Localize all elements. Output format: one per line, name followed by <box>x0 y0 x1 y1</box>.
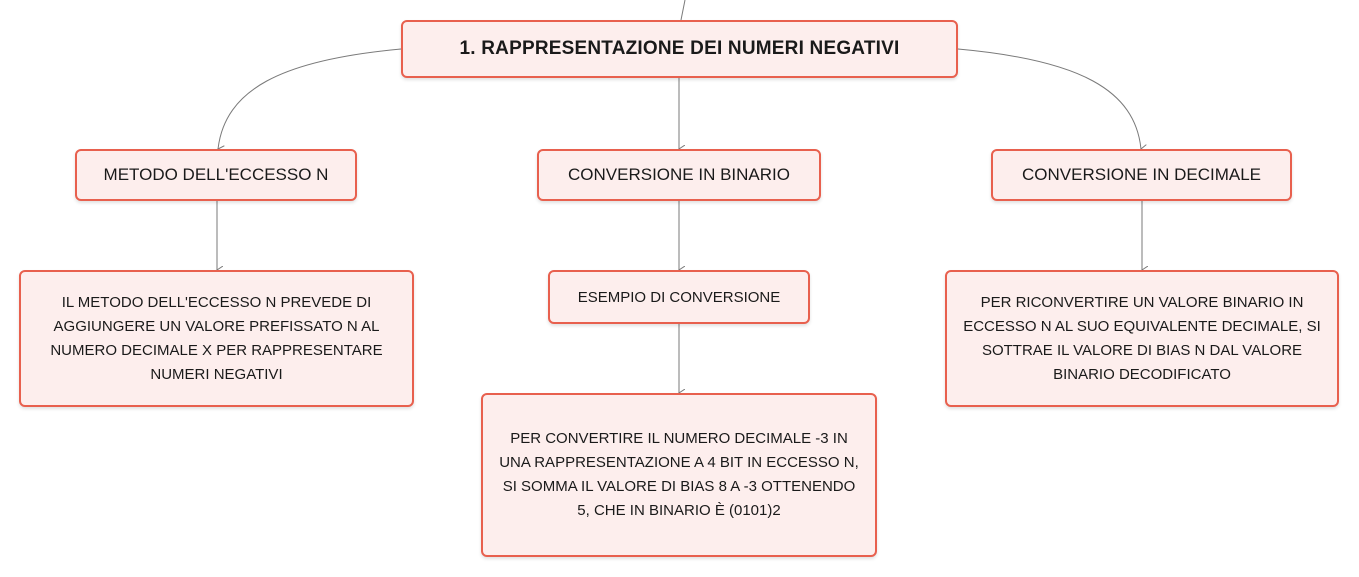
topic-binary-conversion-node[interactable] <box>537 149 821 201</box>
topic-decimal-conversion-node[interactable] <box>991 149 1292 201</box>
incoming-connector <box>681 0 685 20</box>
decimal-conversion-description-node[interactable] <box>945 270 1339 407</box>
excess-method-description-text: IL METODO DELL'ECCESSO N PREVEDE DI AGGIUNGERE UN VALORE PREFISSATO N AL NUMERO DECIMALE X PER RAPPRESENTARE NUMERI NEGATIVI <box>50 293 383 383</box>
topic-binary-conversion-label: CONVERSIONE IN BINARIO <box>568 165 790 184</box>
conversion-example-node[interactable] <box>548 270 810 324</box>
topic-excess-method-node[interactable] <box>75 149 357 201</box>
decimal-conversion-description-text: PER RICONVERTIRE UN VALORE BINARIO IN ECCESSO N AL SUO EQUIVALENTE DECIMALE, SI SOTTRAE IL VALORE DI BIAS N DAL VALORE BINARIO DECODIFICATO <box>963 293 1321 383</box>
connector-root-to-decimal <box>958 49 1141 149</box>
excess-method-description-node[interactable] <box>19 270 414 407</box>
root-topic-node[interactable] <box>401 20 958 78</box>
conversion-example-label: ESEMPIO DI CONVERSIONE <box>577 288 781 306</box>
topic-decimal-conversion-label: CONVERSIONE IN DECIMALE <box>1022 165 1261 184</box>
conversion-example-text-node[interactable] <box>481 393 877 557</box>
root-topic-label: 1. RAPPRESENTAZIONE DEI NUMERI NEGATIVI <box>459 38 900 59</box>
conversion-example-text: PER CONVERTIRE IL NUMERO DECIMALE -3 IN UNA RAPPRESENTAZIONE A 4 BIT IN ECCESSO N, SI SOMMA IL VALORE DI BIAS 8 A -3 OTTENENDO 5, CHE IN BINARIO È (0101)2 <box>499 430 859 519</box>
topic-excess-method-label: METODO DELL'ECCESSO N <box>103 165 329 184</box>
connector-root-to-excess <box>218 49 401 149</box>
